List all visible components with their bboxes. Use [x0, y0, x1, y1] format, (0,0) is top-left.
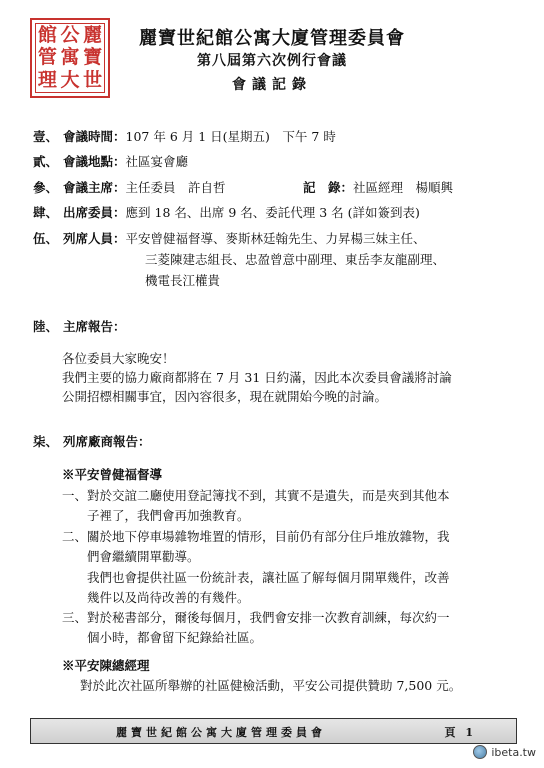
- document-type: 會議記錄: [232, 77, 312, 93]
- seal-char: 寶: [83, 46, 103, 69]
- page-number: 頁 1: [444, 726, 476, 739]
- seal-char: 館: [37, 23, 57, 46]
- seal-char: 大: [60, 69, 80, 92]
- item-label: 列席人員: [63, 231, 114, 246]
- chair-report-line: 各位委員大家晚安！: [62, 351, 175, 366]
- meeting-subtitle: 第八屆第六次例行會議: [197, 53, 347, 69]
- guests-line: 平安曾健福督導、麥斯林廷翰先生、力昇楊三妹主任、: [125, 231, 426, 246]
- vendor-report-line: 一、對於交誼二廳使用登記簿找不到，其實不是遺失，而是夾到其他本: [62, 488, 450, 503]
- vendor-report-line: 我們也會提供社區一份統計表，讓社區了解每個月開單幾件，改善: [62, 570, 450, 585]
- item-number: 柒、: [33, 434, 59, 449]
- site-watermark: [473, 745, 536, 759]
- item-number: 參、: [33, 180, 59, 195]
- item-value: 應到 18 名、出席 9 名、委託代理 3 名 (詳如簽到表): [125, 205, 420, 220]
- watermark-text: ibeta.tw: [491, 745, 536, 759]
- chair-report-line: 公開招標相關事宜，因內容很多，現在就開始今晚的討論。: [62, 389, 388, 404]
- seal-char: 管: [37, 46, 57, 69]
- item-value: 107 年 6 月 1 日(星期五) 下午 7 時: [125, 129, 336, 144]
- item-label: 會議主席: [63, 180, 114, 195]
- item-meeting-time: 壹、 會議時間：107 年 6 月 1 日(星期五) 下午 7 時: [33, 129, 336, 144]
- item-label: 列席廠商報告: [63, 434, 139, 449]
- seal-char: 世: [83, 69, 103, 92]
- item-number: 貳、: [33, 154, 59, 169]
- vendor-report-line: 二、關於地下停車場雜物堆置的情形，目前仍有部分住戶堆放雜物，我: [62, 529, 450, 544]
- item-meeting-place: 貳、 會議地點：社區宴會廳: [33, 154, 189, 169]
- item-number: 壹、: [33, 129, 59, 144]
- item-label: 會議地點: [63, 154, 114, 169]
- item-number: 肆、: [33, 205, 59, 220]
- vendor-report-line: 三、對於秘書部分，爾後每個月，我們會安排一次教育訓練，每次約一: [62, 610, 450, 625]
- vendor-report-line: 們會繼續開單勸導。: [62, 549, 200, 564]
- chair-report-line: 我們主要的協力廠商都將在 7 月 31 日約滿，因此本次委員會議將討論: [62, 370, 452, 385]
- seal-char: 公: [60, 23, 80, 46]
- vendor-report-line: 對於此次社區所舉辦的社區健檢活動，平安公司提供贊助 7,500 元。: [80, 678, 462, 693]
- vendor-report-heading: 柒、 列席廠商報告：: [33, 434, 151, 449]
- chair-report-heading: 陸、 主席報告：: [33, 319, 126, 334]
- vendor-report-line: 幾件以及尚待改善的有幾件。: [62, 590, 250, 605]
- footer-title: 麗寶世紀館公寓大廈管理委員會: [116, 726, 326, 739]
- guests-line: 三菱陳建志組長、忠盈曾意中副理、東岳李友龍副理、: [145, 252, 446, 267]
- item-chair: 參、 會議主席：主任委員 許自哲: [33, 180, 226, 195]
- item-number: 陸、: [33, 319, 59, 334]
- item-attendance: 肆、 出席委員：應到 18 名、出席 9 名、委託代理 3 名 (詳如簽到表): [33, 205, 420, 220]
- page-footer: [30, 718, 517, 744]
- seal-char: 寓: [60, 46, 80, 69]
- globe-icon: [473, 745, 487, 759]
- document-title: 麗寶世紀館公寓大廈管理委員會: [139, 28, 405, 49]
- seal-char: 理: [37, 69, 57, 92]
- vendor-section-heading: ※平安陳總經理: [62, 658, 150, 673]
- item-label: 會議時間: [63, 129, 114, 144]
- item-label: 主席報告: [63, 319, 114, 334]
- item-value: 主任委員 許自哲: [125, 180, 226, 195]
- seal-char: 麗: [83, 23, 103, 46]
- recorder-label: 記 錄: [303, 180, 341, 195]
- guests-line: 機電長江權貴: [145, 273, 221, 288]
- recorder-value: 社區經理 楊順興: [353, 180, 454, 195]
- item-label: 出席委員: [63, 205, 114, 220]
- item-guests: 伍、 列席人員：平安曾健福督導、麥斯林廷翰先生、力昇楊三妹主任、: [33, 231, 426, 246]
- vendor-report-line: 子裡了，我們會再加強教育。: [62, 508, 250, 523]
- vendor-section-heading: ※平安曾健福督導: [62, 467, 163, 482]
- vendor-report-line: 個小時，都會留下紀錄給社區。: [62, 630, 263, 645]
- item-recorder: 記 錄：社區經理 楊順興: [303, 180, 454, 195]
- item-value: 社區宴會廳: [125, 154, 189, 169]
- item-number: 伍、: [33, 231, 59, 246]
